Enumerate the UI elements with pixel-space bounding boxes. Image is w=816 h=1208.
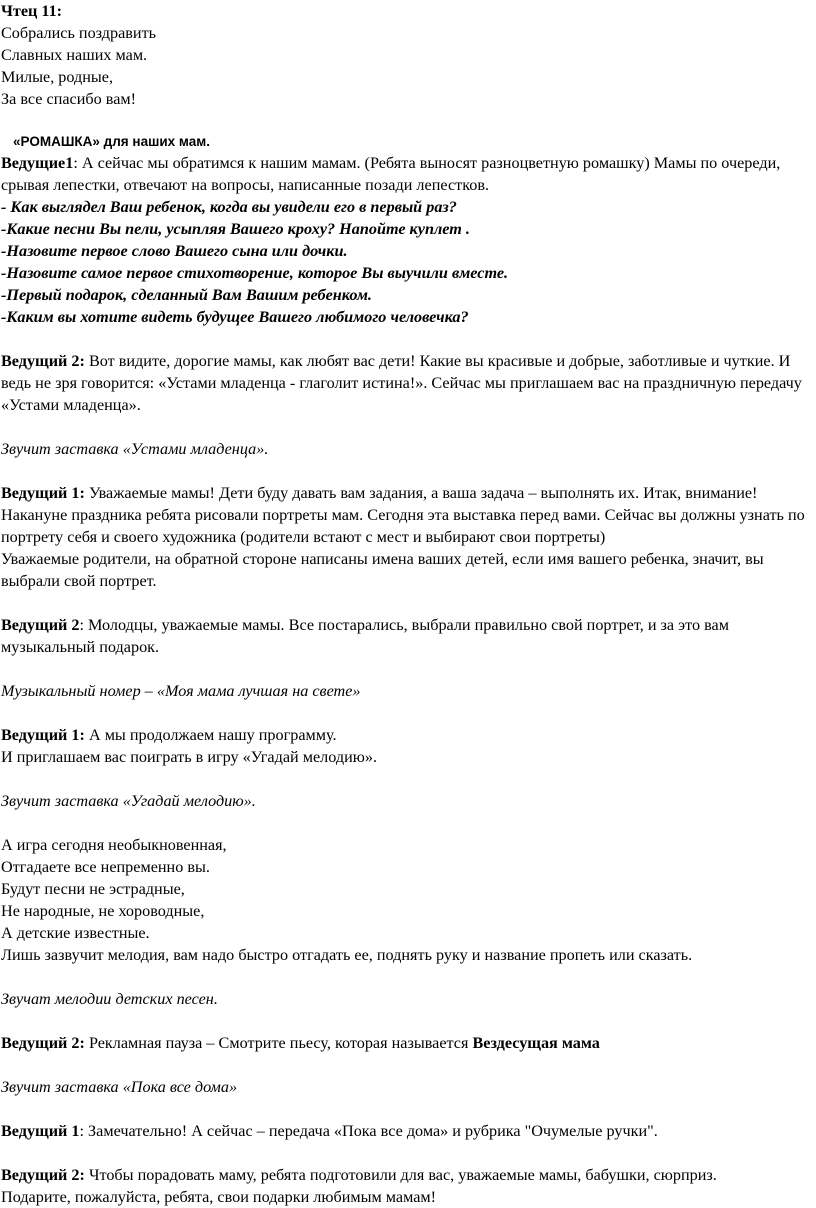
speaker: Ведущий 1 bbox=[1, 1122, 80, 1140]
document-page bbox=[1, 0, 813, 1208]
speaker: Ведущий 1: bbox=[1, 484, 85, 502]
stage-note: Звучат мелодии детских песен. bbox=[1, 990, 218, 1008]
stage-note: Звучит заставка «Угадай мелодию». bbox=[1, 792, 256, 810]
question: - Как выглядел Ваш ребенок, когда вы увидели его в первый раз? bbox=[1, 198, 457, 216]
stage-note: Музыкальный номер – «Моя мама лучшая на свете» bbox=[1, 682, 361, 700]
stage-note: Звучит заставка «Пока все дома» bbox=[1, 1078, 238, 1096]
reader-label: Чтец 11: bbox=[1, 2, 63, 20]
paragraph-3c: Уважаемые родители, на обратной стороне написаны имена ваших детей, если имя вашего ребенка, значит, вы выбрали свой портрет. bbox=[1, 550, 764, 590]
question: -Какие песни Вы пели, усыпляя Вашего кроху? Напойте куплет . bbox=[1, 220, 470, 238]
paragraph-8b: Подарите, пожалуйста, ребята, свои подарки любимым мамам! bbox=[1, 1188, 437, 1206]
play-title: Вездесущая мама bbox=[472, 1034, 600, 1052]
question: -Каким вы хотите видеть будущее Вашего любимого человечка? bbox=[1, 308, 469, 326]
speaker: Ведущие1 bbox=[1, 154, 74, 172]
reader-line: Милые, родные, bbox=[1, 68, 114, 86]
paragraph-1: Ведущие1: А сейчас мы обратимся к нашим мамам. (Ребята выносят разноцветную ромашку) Мамы по очереди, срывая лепестки, отвечают на вопросы, написанные позади лепестков. bbox=[1, 154, 781, 194]
question: -Назовите первое слово Вашего сына или дочки. bbox=[1, 242, 348, 260]
paragraph-8: Ведущий 2: Чтобы порадовать маму, ребята подготовили для вас, уважаемые мамы, бабушки, сюрприз. bbox=[1, 1166, 717, 1184]
stage-note: Звучит заставка «Устами младенца». bbox=[1, 440, 269, 458]
poem-last-line: Лишь зазвучит мелодия, вам надо быстро отгадать ее, поднять руку и название пропеть или сказать. bbox=[1, 946, 693, 964]
paragraph-5: Ведущий 1: А мы продолжаем нашу программу. bbox=[1, 726, 337, 744]
section-title: «РОМАШКА» для наших мам. bbox=[13, 134, 210, 149]
reader-line: Славных наших мам. bbox=[1, 46, 148, 64]
question: -Первый подарок, сделанный Вам Вашим ребенком. bbox=[1, 286, 372, 304]
speaker: Ведущий 2: bbox=[1, 352, 85, 370]
paragraph-6: Ведущий 2: Рекламная пауза – Смотрите пьесу, которая называется Вездесущая мама bbox=[1, 1034, 600, 1052]
poem-line: Будут песни не эстрадные, bbox=[1, 880, 185, 898]
poem-line: Отгадаете все непременно вы. bbox=[1, 858, 210, 876]
paragraph-5b: И приглашаем вас поиграть в игру «Угадай мелодию». bbox=[1, 748, 377, 766]
paragraph-4: Ведущий 2: Молодцы, уважаемые мамы. Все постарались, выбрали правильно свой портрет, и за это вам музыкальный подарок. bbox=[1, 616, 729, 656]
speaker: Ведущий 2: bbox=[1, 1166, 85, 1184]
speaker: Ведущий 1: bbox=[1, 726, 85, 744]
paragraph-3: Ведущий 1: Уважаемые мамы! Дети буду давать вам задания, а ваша задача – выполнять их. Итак, внимание! bbox=[1, 484, 758, 502]
poem-line: А игра сегодня необыкновенная, bbox=[1, 836, 227, 854]
paragraph-7: Ведущий 1: Замечательно! А сейчас – передача «Пока все дома» и рубрика "Очумелые ручки". bbox=[1, 1122, 658, 1140]
paragraph-2: Ведущий 2: Вот видите, дорогие мамы, как любят вас дети! Какие вы красивые и добрые, заботливые и чуткие. И ведь не зря говорится: «Устами младенца - глаголит истина!». Сейчас мы приглашаем вас на праздничную передачу «Устами младенца». bbox=[1, 352, 802, 414]
poem-line: А детские известные. bbox=[1, 924, 150, 942]
poem-line: Не народные, не хороводные, bbox=[1, 902, 205, 920]
reader-line: Собрались поздравить bbox=[1, 24, 157, 42]
question: -Назовите самое первое стихотворение, которое Вы выучили вместе. bbox=[1, 264, 509, 282]
reader-line: За все спасибо вам! bbox=[1, 90, 137, 108]
paragraph-3b: Накануне праздника ребята рисовали портреты мам. Сегодня эта выставка перед вами. Сейчас вы должны узнать по портрету себя и своего художника (родители встают с мест и выбирают свои портреты) bbox=[1, 506, 805, 546]
speaker: Ведущий 2: bbox=[1, 1034, 85, 1052]
speaker: Ведущий 2 bbox=[1, 616, 80, 634]
